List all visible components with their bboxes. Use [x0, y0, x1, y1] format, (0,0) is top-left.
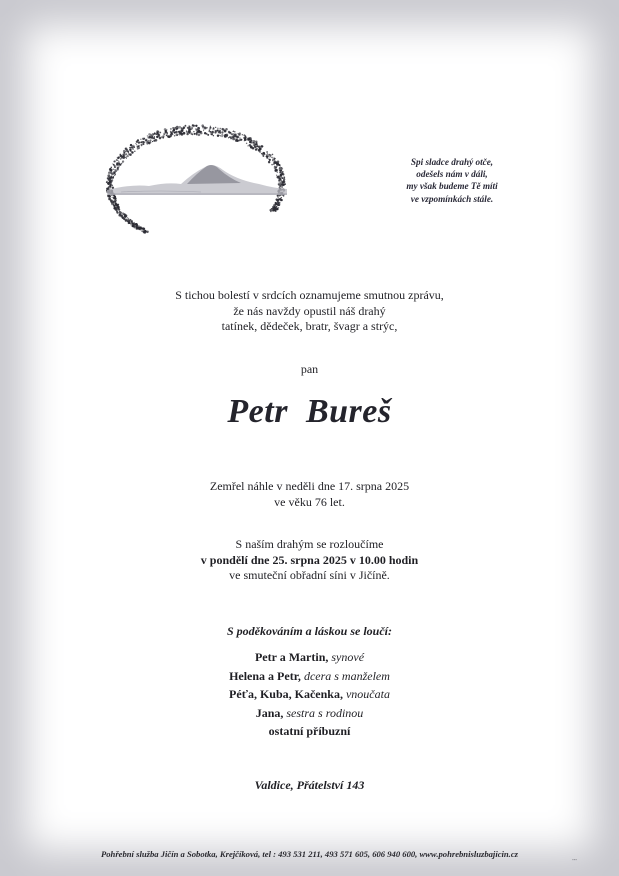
list-item — [0, 704, 619, 723]
mourner-relation: vnoučata — [345, 687, 390, 701]
announcement-text — [0, 288, 619, 335]
funeral-info — [0, 537, 619, 584]
deceased-name: Petr Bureš — [227, 393, 392, 430]
quote-line: my však budeme Tě míti — [406, 181, 498, 192]
pan-label: pan — [300, 362, 319, 376]
mourner-name: Petr a Martin, — [254, 650, 329, 664]
list-item — [0, 722, 619, 741]
mourner-name: Helena a Petr, — [229, 668, 301, 683]
list-item — [0, 648, 619, 667]
funeral-date: v pondělí dne 25. srpna 2025 v 10.00 hodin — [200, 552, 419, 567]
list-item — [0, 685, 619, 704]
family-address: Valdice, Přátelství 143 — [254, 778, 365, 792]
funeral-service-footer: Pohřební služba Jičín a Sobotka, Krejčíková, tel : 493 531 211, 493 571 605, 606 940 600, www.pohrebnisluzbajicin.cz — [101, 849, 518, 859]
quote-line: odešels nám v dáli, — [416, 169, 488, 180]
mourner-name: Péťa, Kuba, Kačenka, — [229, 687, 343, 701]
funeral-place: ve smuteční obřadní síni v Jičíně. — [229, 568, 390, 582]
announcement-line: že nás navždy opustil náš drahý — [233, 303, 386, 318]
mourner-name: ostatní příbuzní — [268, 724, 351, 738]
announcement-line: tatínek, dědeček, bratr, švagr a strýc, — [221, 319, 398, 333]
announcement-line: S tichou bolestí v srdcích oznamujeme smutnou zprávu, — [175, 288, 444, 302]
mourners-list — [0, 648, 619, 741]
thanks-heading: S poděkováním a láskou se loučí: — [226, 624, 392, 638]
landscape-vignette-icon — [101, 118, 291, 253]
death-info — [0, 479, 619, 510]
mourner-name: Jana, — [255, 705, 284, 720]
mourner-relation: synové — [331, 650, 365, 664]
list-item — [0, 667, 619, 686]
quote-verse — [372, 156, 532, 205]
quote-line: Spi sladce drahý otče, — [410, 157, 494, 167]
mourner-relation: sestra s rodinou — [286, 705, 364, 720]
funeral-line: S naším drahým se rozloučíme — [235, 537, 384, 551]
print-code-mark: ▪▪▪ — [572, 857, 577, 862]
quote-line: ve vzpomínkách stále. — [410, 193, 494, 204]
death-line: Zemřel náhle v neděli dne 17. srpna 2025 — [209, 479, 410, 493]
mourner-relation: dcera s manželem — [303, 668, 390, 683]
death-line: ve věku 76 let. — [274, 494, 345, 509]
